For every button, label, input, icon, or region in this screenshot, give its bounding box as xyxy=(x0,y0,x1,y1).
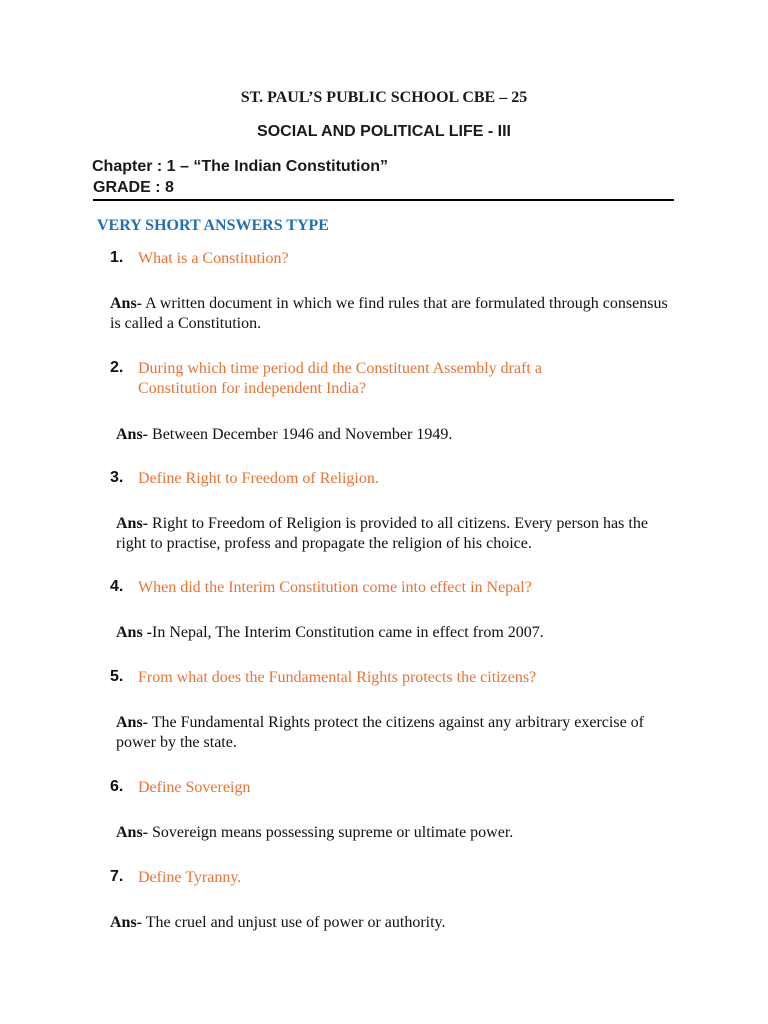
question-text: Define Sovereign xyxy=(138,779,251,796)
answer xyxy=(116,514,676,554)
header-divider xyxy=(93,199,674,201)
answer-text: Between December 1946 and November 1949. xyxy=(148,426,453,443)
question-text: From what does the Fundamental Rights protects the citizens? xyxy=(138,669,537,686)
question-text: Define Right to Freedom of Religion. xyxy=(138,470,379,487)
answer-label: Ans- xyxy=(110,914,143,931)
question-text: Define Tyranny. xyxy=(138,869,242,886)
answer-text: Sovereign means possessing supreme or ultimate power. xyxy=(148,824,514,841)
question-number: 6. xyxy=(110,778,124,795)
answer xyxy=(116,823,676,843)
answer-text: The cruel and unjust use of power or authority. xyxy=(142,914,446,931)
answer xyxy=(116,623,676,643)
answer-label: Ans- xyxy=(116,714,149,731)
question-number: 3. xyxy=(110,469,124,486)
answer-label: Ans- xyxy=(116,515,149,532)
answer-text: In Nepal, The Interim Constitution came in effect from 2007. xyxy=(152,624,544,641)
answer-label: Ans- xyxy=(110,295,143,312)
answer-text: The Fundamental Rights protect the citizens against any arbitrary exercise of power by the state. xyxy=(116,714,644,751)
answer xyxy=(110,294,670,334)
section-heading: VERY SHORT ANSWERS TYPE xyxy=(97,217,329,234)
chapter-title: Chapter : 1 – “The Indian Constitution” xyxy=(92,158,388,175)
question-text: During which time period did the Constituent Assembly draft a Constitution for independent India? xyxy=(138,360,542,397)
answer xyxy=(110,913,670,933)
subject-title: SOCIAL AND POLITICAL LIFE - III xyxy=(257,123,511,140)
question-number: 5. xyxy=(110,668,124,685)
question-number: 2. xyxy=(110,359,124,376)
question-number: 4. xyxy=(110,578,124,595)
answer xyxy=(116,425,676,445)
question-text: What is a Constitution? xyxy=(138,250,289,267)
question-number: 1. xyxy=(110,249,124,266)
school-name: ST. PAUL’S PUBLIC SCHOOL CBE – 25 xyxy=(240,89,528,106)
answer-text: A written document in which we find rules that are formulated through consensus is called a Constitution. xyxy=(110,295,668,332)
question-number: 7. xyxy=(110,868,124,885)
grade-label: GRADE : 8 xyxy=(93,179,174,196)
answer-label: Ans- xyxy=(116,426,149,443)
answer-label: Ans - xyxy=(116,624,153,641)
answer-label: Ans- xyxy=(116,824,149,841)
question-text: When did the Interim Constitution come into effect in Nepal? xyxy=(138,579,532,596)
answer-text: Right to Freedom of Religion is provided to all citizens. Every person has the right to practise, profess and propagate the religion of his choice. xyxy=(116,515,648,552)
answer xyxy=(116,713,651,753)
